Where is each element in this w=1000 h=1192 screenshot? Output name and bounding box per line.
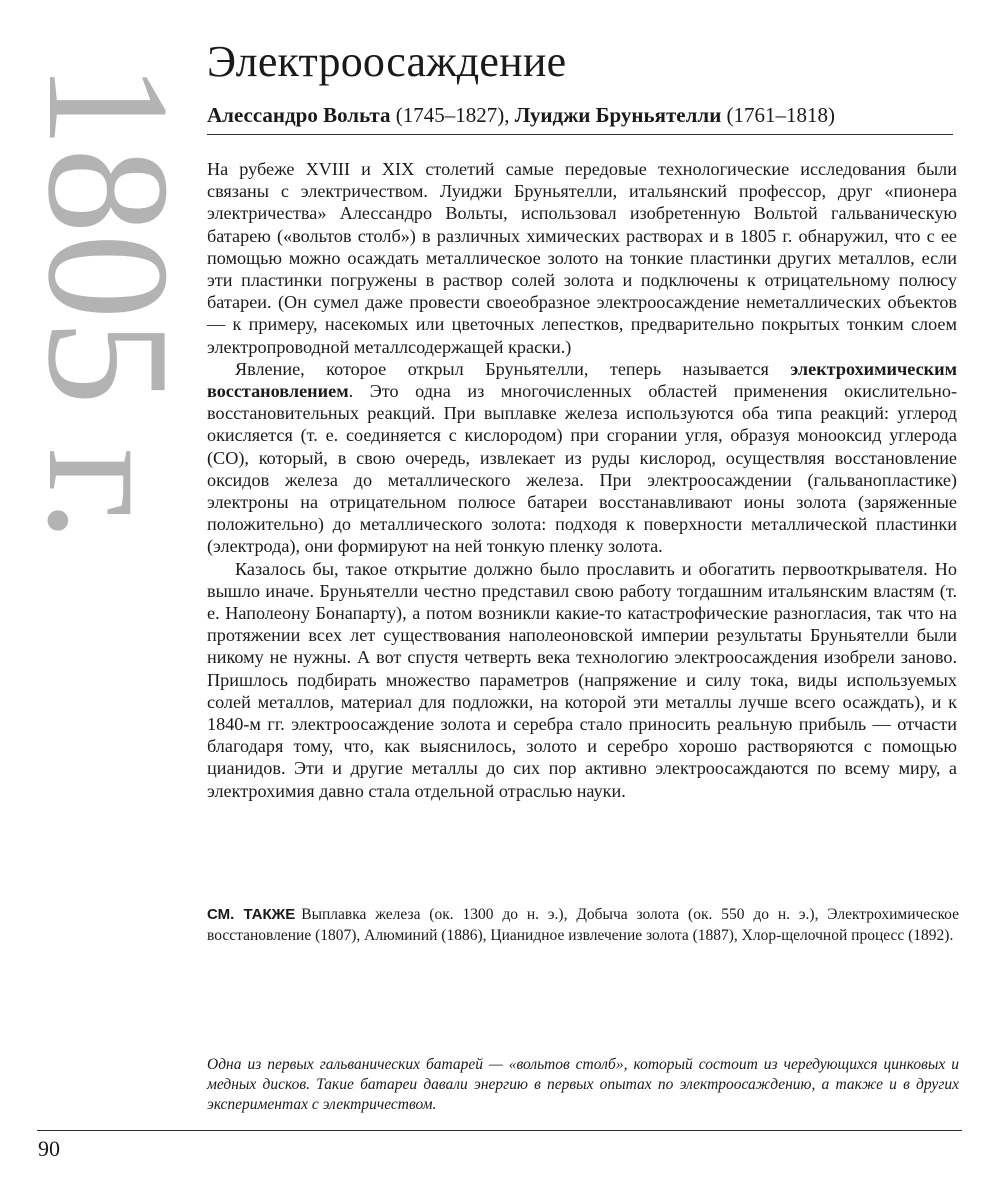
paragraph-2-rest: . Это одна из многочисленных областей применения окислительно-восстановительных реакций. При выплавке железа используются оба типа реакций: углерод окисляется (т. е. соединяется с кислородом) при сгорании угля, образуя монооксид углерода (CO), который, в свою очередь, извлекает из руды кислород, осуществляя восстановление оксидов железа до металлического железа. При электроосаждении (гальванопластике) электроны на отрицательном полюсе батареи восстанавливают ионы золота (заряженные положительно) до металлического золота: подходя к поверхности металлической пластинки (электрода), они формируют на ней тонкую пленку золота. <box>207 381 957 557</box>
author-dates-1: (1745–1827), <box>395 103 510 127</box>
author-name-1: Алессандро Вольта <box>207 103 391 127</box>
year-text: 1805 г. <box>12 62 206 552</box>
authors-line <box>207 103 835 128</box>
paragraph-3: Казалось бы, такое открытие должно было прославить и обогатить первооткрывателя. Но вышло иначе. Бруньятелли честно представил свою работу тогдашним итальянским властям (т. е. Наполеону Бонапарту), а потом возникли какие-то катастрофические разногласия, так что на протяжении всех лет существования наполеоновской империи результаты Бруньятелли были никому не нужны. А вот спустя четверть века технологию электроосаждения изобрели заново. Пришлось подбирать множество параметров (напряжение и силу тока, виды используемых солей металлов, материал для подложки, на которой эти металлы лучше всего осаждать), и к 1840-м гг. электроосаждение золота и серебра стало приносить реальную прибыль — отчасти благодаря тому, что, как выяснилось, золото и серебро хорошо растворяются с помощью цианидов. Эти и другие металлы до сих пор активно электроосаждаются по всему миру, а электрохимия давно стала отдельной отраслью науки. <box>207 558 957 801</box>
see-also-block <box>207 905 959 946</box>
page-number: 90 <box>38 1136 60 1161</box>
year-watermark-svg <box>12 40 206 552</box>
article-body <box>207 158 957 802</box>
see-also-label: СМ. ТАКЖЕ <box>207 906 296 923</box>
see-also-text: Выплавка железа (ок. 1300 до н. э.), Добыча золота (ок. 550 до н. э.), Электрохимическое восстановление (1807), Алюминий (1886), Цианидное извлечение золота (1887), Хлор-щелочной процесс (1892). <box>207 906 960 944</box>
author-name-2: Луиджи Бруньятелли <box>514 103 722 127</box>
paragraph-2-start: Явление, которое открыл Бруньятелли, теперь называется <box>235 358 791 379</box>
paragraph-2 <box>207 358 957 558</box>
title-divider <box>207 134 953 135</box>
page-title: Электроосаждение <box>207 37 567 86</box>
footer-divider <box>37 1130 962 1131</box>
year-watermark <box>12 40 206 552</box>
figure-caption: Одна из первых гальванических батарей — «вольтов столб», который состоит из чередующихся цинковых и медных дисков. Такие батареи давали энергию в первых опытах по электроосаждению, а также и в других экспериментах с электричеством. <box>207 1056 959 1113</box>
paragraph-2-term: электрохимическим восстановлением <box>207 358 957 402</box>
paragraph-1: На рубеже XVIII и XIX столетий самые передовые технологические исследования были связаны с электричеством. Луиджи Бруньятелли, итальянский профессор, друг «пионера электричества» Алессандро Вольты, использовал изобретенную Вольтой гальваническую батарею («вольтов столб») в различных химических растворах и в 1805 г. обнаружил, что с ее помощью можно осаждать металлическое золото на тонкие пластинки других металлов, если эти пластинки погружены в раствор солей золота и подключены к отрицательному полюсу батареи. (Он сумел даже провести своеобразное электроосаждение неметаллических объектов — к примеру, насекомых или цветочных лепестков, предварительно покрытых тонким слоем электропроводной металлсодержащей краски.) <box>207 159 957 357</box>
author-dates-2: (1761–1818) <box>726 103 836 127</box>
